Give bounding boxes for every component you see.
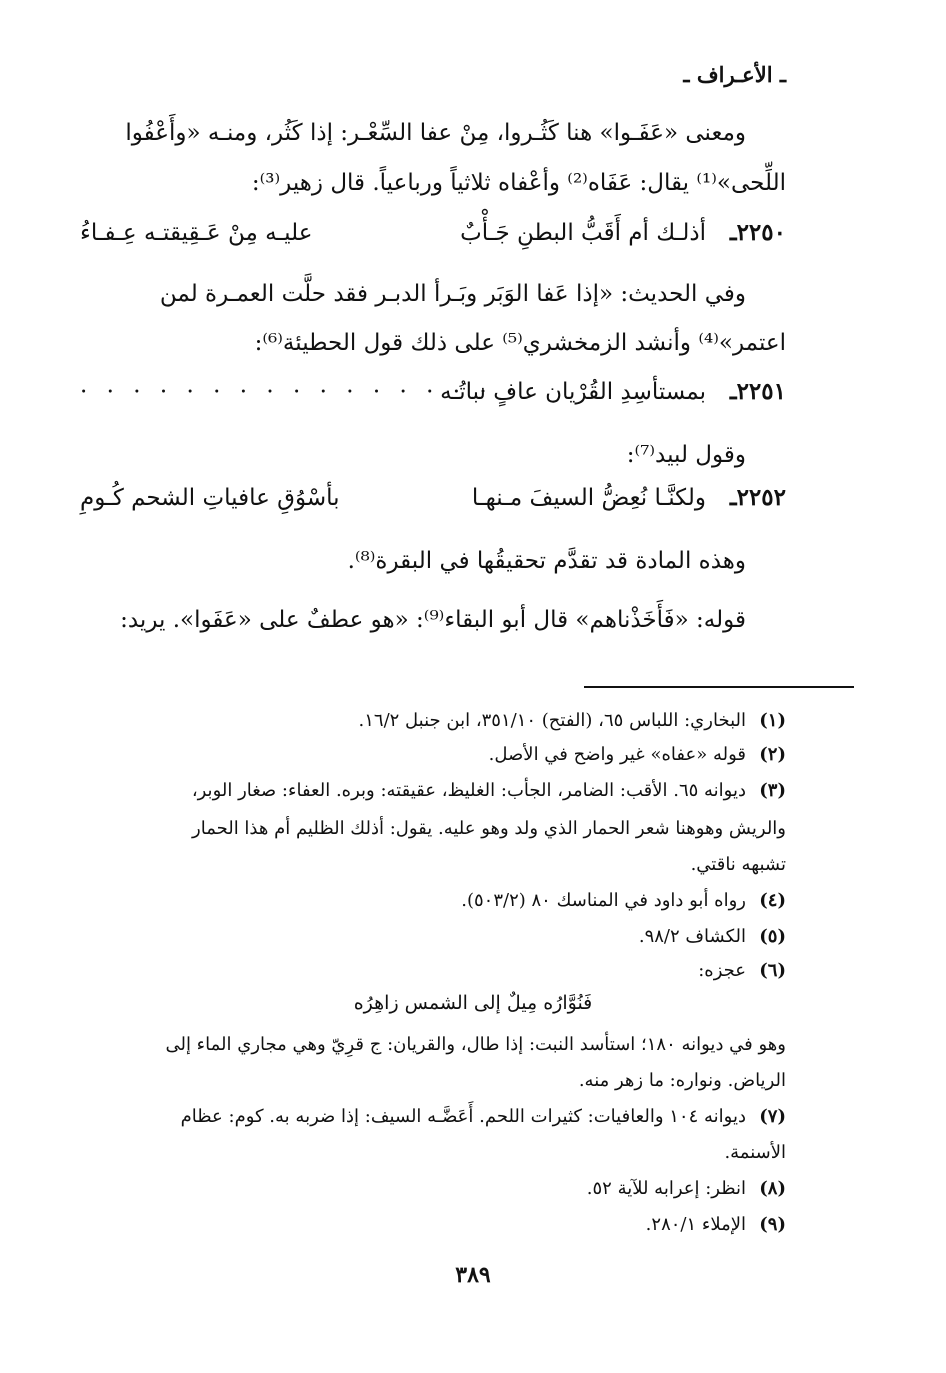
footnote-number: (٩) [759,1214,786,1235]
footnote-2 [80,738,786,772]
paragraph-line: وفي الحديث: «إذا عَفا الوَبَر وبَـرأ الدبـر فقد حلَّت العمـرة لمن [159,281,746,307]
footnote-text: انظر: إعرابه للآية ٥٢. [586,1178,746,1199]
verse-first-hemistich: بمستأسِدِ القُرْيان عافٍ نباتُـه [440,379,706,405]
verse-2251 [80,372,786,412]
page-number: ٣٨٩ [455,1262,491,1288]
footnote-3 [80,774,786,808]
verse-number: ٢٢٥٠ـ [729,219,786,246]
verse-second-hemistich: بأسْوُقِ عافياتِ الشحم كُـومِ [80,485,340,511]
verse-2250 [80,213,786,253]
footnote-number: (٨) [759,1178,786,1199]
footnote-6-continuation: وهو في ديوانه ١٨٠؛ استأسد النبت: إذا طال، والقريان: ج قرِيّ وهي مجاري الماء إلى [165,1034,786,1055]
footnote-text: الإملاء ٢٨٠/١. [645,1214,746,1235]
verse-first-hemistich: أذلـك أم أَقَبُّ البطنِ جَـأْبٌ [460,220,706,246]
footnote-6 [80,954,786,988]
footnote-number: (٦) [759,960,786,981]
footnote-7-line-2: الأسنمة. [724,1142,786,1163]
footnote-7 [80,1100,786,1134]
footnote-text: رواه أبو داود في المناسك ٨٠ (٥٠٣/٢). [461,890,746,911]
verse-ellipsis: · · · · · · · · · · · · · · · · · [80,379,520,405]
footnote-verse: فَنُوَّارُه مِيلٌ إلى الشمس زاهِرُه [353,992,593,1014]
footnote-3-line-3: تشبهه ناقتي. [690,854,786,875]
footnote-text: البخاري: اللباس ٦٥، (الفتح) ٣٥١/١٠، ابن جنبل ١٦/٢. [358,710,746,731]
verse-number: ٢٢٥٢ـ [729,484,786,511]
footnote-5 [80,920,786,954]
footnote-8 [80,1172,786,1206]
paragraph-line: قوله: «فَأَخَذْناهم» قال أبو البقاء⁽⁹⁾: «هو عطفٌ على «عَفَوا». يريد: [120,607,746,633]
footnote-6-continuation-line-2: الرياض. ونواره: ما زهر منه. [578,1070,786,1091]
running-header: ـ الأعـراف ـ [683,62,786,87]
paragraph-line: وقول لبيد⁽⁷⁾: [626,442,746,468]
paragraph-line: اللِّحى»⁽¹⁾ يقال: عَفَاه⁽²⁾ وأعْفاه ثلاثياً ورباعياً. قال زهير⁽³⁾: [251,170,786,196]
footnote-text: عجزه: [698,960,746,981]
verse-first-hemistich: ولكنَّـا نُعِضُّ السيفَ مـنهـا [471,485,706,511]
footnote-3-line-2: والريش وهوهنا شعر الحمار الذي ولد وهو عليه. يقول: أذلك الظليم أم هذا الحمار [192,818,786,839]
footnote-number: (٥) [759,926,786,947]
footnote-9 [80,1208,786,1242]
verse-2252 [80,478,786,518]
footnote-number: (٧) [759,1106,786,1127]
footnote-number: (٣) [759,780,786,801]
paragraph-line: ومعنى «عَفَـوا» هنا كَثُـروا، مِنْ عفا السِّعْـر: إذا كَثُر، ومنـه «وأَعْفُوا [125,120,746,146]
footnote-number: (١) [759,710,786,731]
paragraph-line: وهذه المادة قد تقدَّم تحقيقُها في البقرة⁽⁸⁾. [347,548,746,574]
footnote-text: ديوانه ٦٥. الأقب: الضامر، الجأب: الغليظ، عقيقته: وبره. العفاء: صغار الوبر، [191,780,746,801]
footnote-text: الكشاف ٩٨/٢. [638,926,746,947]
footnote-text: ديوانه ١٠٤ والعافيات: كثيرات اللحم. أَعَضَّـه السيف: إذا ضربه به. كوم: عظام [180,1106,746,1127]
verse-second-hemistich: عليـه مِنْ عَـقِيقتـه عِـفـاءُ [80,220,313,246]
footnote-4 [80,884,786,918]
verse-number: ٢٢٥١ـ [729,378,786,405]
footnote-number: (٤) [759,890,786,911]
footnote-number: (٢) [759,744,786,765]
paragraph-line: اعتمر»⁽⁴⁾ وأنشد الزمخشري⁽⁵⁾ على ذلك قول الحطيئة⁽⁶⁾: [254,330,786,356]
footnote-text: قوله «عفاه» غير واضح في الأصل. [488,744,746,765]
footnote-separator [584,686,854,688]
footnote-1 [80,704,786,738]
